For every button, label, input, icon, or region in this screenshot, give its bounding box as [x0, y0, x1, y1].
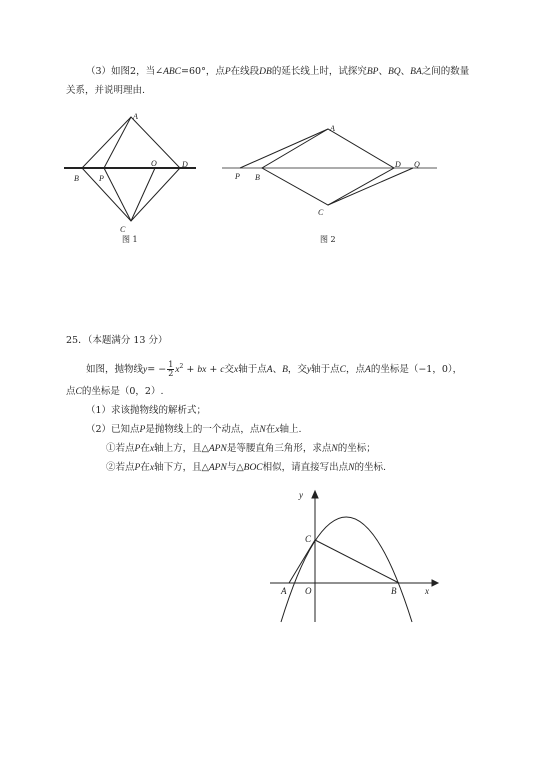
- text-segment: 的延长线上时，试探究: [271, 66, 367, 77]
- segment-name: DB: [259, 67, 272, 77]
- fraction-numerator: 1: [168, 360, 174, 370]
- fig2-label-a: A: [330, 124, 335, 133]
- segment-cb: [315, 540, 399, 583]
- text-segment: 在: [140, 462, 150, 473]
- var-y: y: [306, 365, 312, 376]
- fig1-caption: 图 1: [122, 235, 138, 244]
- fraction-denominator: 2: [168, 369, 174, 379]
- x-axis-label: x: [425, 586, 429, 596]
- text-segment: 之间的数量: [421, 66, 470, 77]
- point-name: N: [331, 444, 338, 454]
- term-c: c: [220, 365, 225, 376]
- point-name: A: [266, 365, 273, 376]
- part3-line2: 关系，并说明理由.: [66, 85, 146, 96]
- fig1-label-p: P: [99, 174, 104, 183]
- fig2-caption: 图 2: [320, 235, 336, 244]
- label-b: B: [391, 586, 397, 596]
- triangle-name: APN: [208, 463, 227, 473]
- text-segment: 的坐标是（0，2）.: [81, 386, 164, 397]
- point-name: A: [365, 365, 371, 376]
- text-segment: （2）已知点: [86, 424, 140, 435]
- separator: 、: [400, 66, 411, 77]
- fig1-label-c: C: [120, 225, 126, 234]
- text-segment: ①若点: [106, 443, 135, 454]
- term-bx: bx: [197, 365, 207, 376]
- plus: +: [183, 364, 198, 376]
- text-segment: 是抛物线上的一个动点，点: [145, 424, 260, 435]
- point-name: P: [134, 444, 141, 454]
- label-a: A: [281, 586, 287, 596]
- triangle-name: APN: [208, 444, 227, 454]
- text-segment: =60°，点: [181, 66, 225, 77]
- var-x: x: [149, 444, 155, 454]
- fig2-label-p: P: [235, 172, 240, 181]
- text-segment: ②若点: [106, 462, 135, 473]
- text-segment: 轴上.: [279, 424, 302, 435]
- segment-name: BQ: [387, 67, 401, 77]
- angle-name: ABC: [163, 67, 182, 77]
- segment-ac: [289, 540, 315, 583]
- y-axis-arrow: [312, 491, 318, 498]
- text-segment: ，点: [346, 364, 366, 376]
- text-segment: 的坐标.: [354, 462, 387, 473]
- var-x: x: [149, 463, 155, 473]
- text-segment: 轴上方，且△: [154, 443, 209, 454]
- q25-sub1: （1）求该抛物线的解析式；: [86, 405, 207, 416]
- var-x: x: [275, 425, 280, 435]
- point-name: P: [134, 463, 141, 473]
- fig2-label-b: B: [255, 173, 260, 182]
- point-name: N: [259, 425, 266, 435]
- var-x: x: [175, 365, 180, 376]
- text-segment: 交: [224, 364, 235, 376]
- point-name: N: [348, 463, 355, 473]
- text-segment: 在: [265, 424, 276, 435]
- point-name: B: [282, 365, 288, 376]
- label-c: C: [305, 534, 312, 544]
- var-y: y: [143, 365, 148, 376]
- fig2-label-d: D: [395, 160, 401, 169]
- exponent: 2: [179, 363, 184, 370]
- point-name: C: [339, 365, 346, 376]
- fig1-label-b: B: [74, 174, 79, 183]
- point-name: P: [224, 67, 231, 77]
- y-axis-label: y: [299, 490, 303, 500]
- text-segment: （3）如图2，当∠: [86, 66, 164, 77]
- parabola-curve: [281, 517, 412, 622]
- text-segment: 的坐标是（−1，0），: [370, 364, 463, 376]
- plus: +: [206, 364, 221, 376]
- label-o: O: [305, 586, 312, 596]
- text-segment: 如图，抛物线: [86, 364, 144, 376]
- equals-minus: = −: [147, 364, 167, 376]
- text-segment: 轴于点: [238, 364, 267, 376]
- text-segment: 在: [140, 443, 150, 454]
- text-segment: 的坐标；: [337, 443, 376, 454]
- text-segment: 轴下方，且△: [154, 462, 209, 473]
- x-axis-arrow: [432, 580, 438, 586]
- fig2-label-c: C: [318, 208, 324, 217]
- point-name: C: [75, 387, 82, 397]
- segment-name: BP: [366, 67, 379, 77]
- fig2-label-q: Q: [414, 160, 420, 169]
- separator: 、: [378, 66, 388, 77]
- q25-title: 25．（本题满分 13 分）: [66, 335, 168, 346]
- triangle-name: BOC: [243, 463, 263, 473]
- text-segment: 相似，请直接写出点: [262, 462, 349, 473]
- separator: 、: [272, 364, 283, 376]
- fig1-label-a: A: [133, 112, 138, 121]
- text-segment: 是等腰直角三角形，求点: [226, 443, 332, 454]
- fig1-label-o: O: [151, 159, 157, 168]
- point-name: P: [139, 425, 146, 435]
- text-segment: 与△: [226, 462, 244, 473]
- segment-name: BA: [410, 67, 422, 77]
- text-segment: 点: [66, 386, 76, 397]
- text-segment: 轴于点: [311, 364, 340, 376]
- fig1-label-d: D: [182, 160, 188, 169]
- text-segment: 在线段: [230, 66, 260, 77]
- text-segment: ，交: [287, 364, 307, 376]
- var-x: x: [234, 365, 239, 376]
